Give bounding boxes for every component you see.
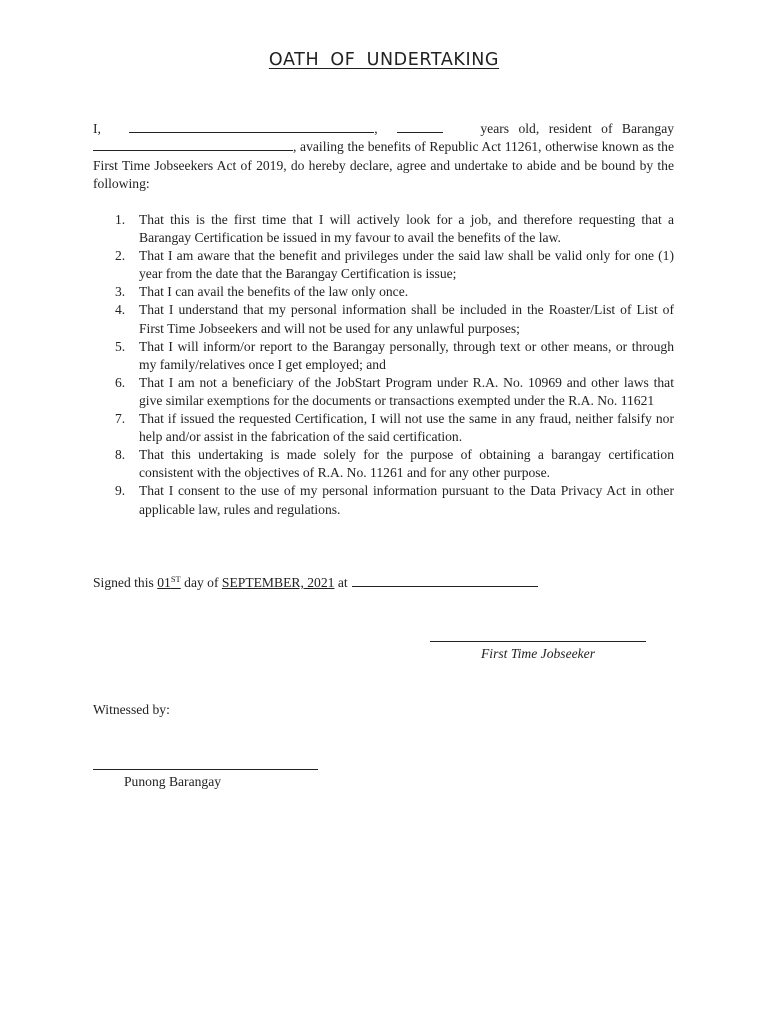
list-item <box>93 247 674 283</box>
signed-line <box>93 574 538 592</box>
list-item <box>93 446 674 482</box>
list-item <box>93 482 674 518</box>
place-blank[interactable] <box>352 574 538 587</box>
list-item-number: 3. <box>115 284 126 300</box>
intro-availing: , availing the benefits of Republic Act 11261, otherwise known as the First Time Jobseekers Act of 2019, do hereby declare, agree and undertake to abide and be bound by the following: <box>93 139 674 191</box>
witnessed-label: Witnessed by: <box>93 702 170 717</box>
signed-day-suffix: ST <box>170 574 181 584</box>
list-item <box>93 374 674 410</box>
barangay-blank[interactable] <box>93 138 293 151</box>
list-item-number: 9. <box>115 483 126 499</box>
signed-day <box>157 575 181 590</box>
intro-years-old: years old, resident of Barangay <box>480 121 675 136</box>
list-item <box>93 301 674 337</box>
signed-day-text: day of <box>184 575 219 590</box>
list-item-text: That I will inform/or report to the Barangay personally, through text or other means, or through my family/relatives once I get employed; and <box>139 338 674 372</box>
intro-pronoun: I, <box>93 121 101 136</box>
list-item-number: 4. <box>115 302 126 318</box>
list-item-text: That I am not a beneficiary of the JobStart Program under R.A. No. 10969 and other laws that give similar exemptions for the documents or transactions exempted under the R.A. No. 11621 <box>139 374 674 408</box>
signed-at: at <box>337 575 348 590</box>
list-item-number: 1. <box>115 212 126 227</box>
document-title: OATH OF UNDERTAKING <box>268 50 500 70</box>
list-item-number: 7. <box>115 411 126 427</box>
list-item-text: That I understand that my personal information shall be included in the Roaster/List of List of First Time Jobseekers and will not be used for any unlawful purposes; <box>139 302 674 336</box>
list-item <box>93 283 674 301</box>
name-blank[interactable] <box>129 120 374 133</box>
punong-signature-line[interactable] <box>93 769 318 770</box>
list-item-text: That I can avail the benefits of the law only once. <box>139 284 409 300</box>
undertaking-list <box>93 211 674 519</box>
jobseeker-signature-line[interactable] <box>430 641 646 642</box>
list-item-number: 8. <box>115 447 126 463</box>
list-item <box>93 410 674 446</box>
list-item-number: 6. <box>115 374 126 390</box>
intro-paragraph <box>93 120 674 193</box>
list-item-text: That I consent to the use of my personal information pursuant to the Data Privacy Act in other applicable law, rules and regulations. <box>139 483 674 517</box>
list-item-text: That this is the first time that I will actively look for a job, and therefore requesting that a Barangay Certification be issued in my favour to avail the benefits of the law. <box>139 212 674 246</box>
signed-prefix: Signed this <box>93 575 154 590</box>
age-blank[interactable] <box>397 120 443 133</box>
signed-day-number: 01 <box>157 575 171 590</box>
list-item-text: That I am aware that the benefit and privileges under the said law shall be valid only for one (1) year from the date that the Barangay Certification is issue; <box>139 248 674 282</box>
list-item-text: That this undertaking is made solely for the purpose of obtaining a barangay certification consistent with the objectives of R.A. No. 11261 and for any other purpose. <box>139 447 674 481</box>
list-item <box>93 211 674 247</box>
list-item-number: 2. <box>115 248 126 264</box>
list-item-text: That if issued the requested Certification, I will not use the same in any fraud, neither falsify nor help and/or assist in the fabrication of the said certification. <box>139 411 674 445</box>
list-item-number: 5. <box>115 338 126 354</box>
signed-date: SEPTEMBER, 2021 <box>221 575 335 590</box>
intro-comma: , <box>374 121 378 136</box>
punong-label: Punong Barangay <box>124 774 222 789</box>
jobseeker-label: First Time Jobseeker <box>480 646 595 661</box>
list-item <box>93 338 674 374</box>
